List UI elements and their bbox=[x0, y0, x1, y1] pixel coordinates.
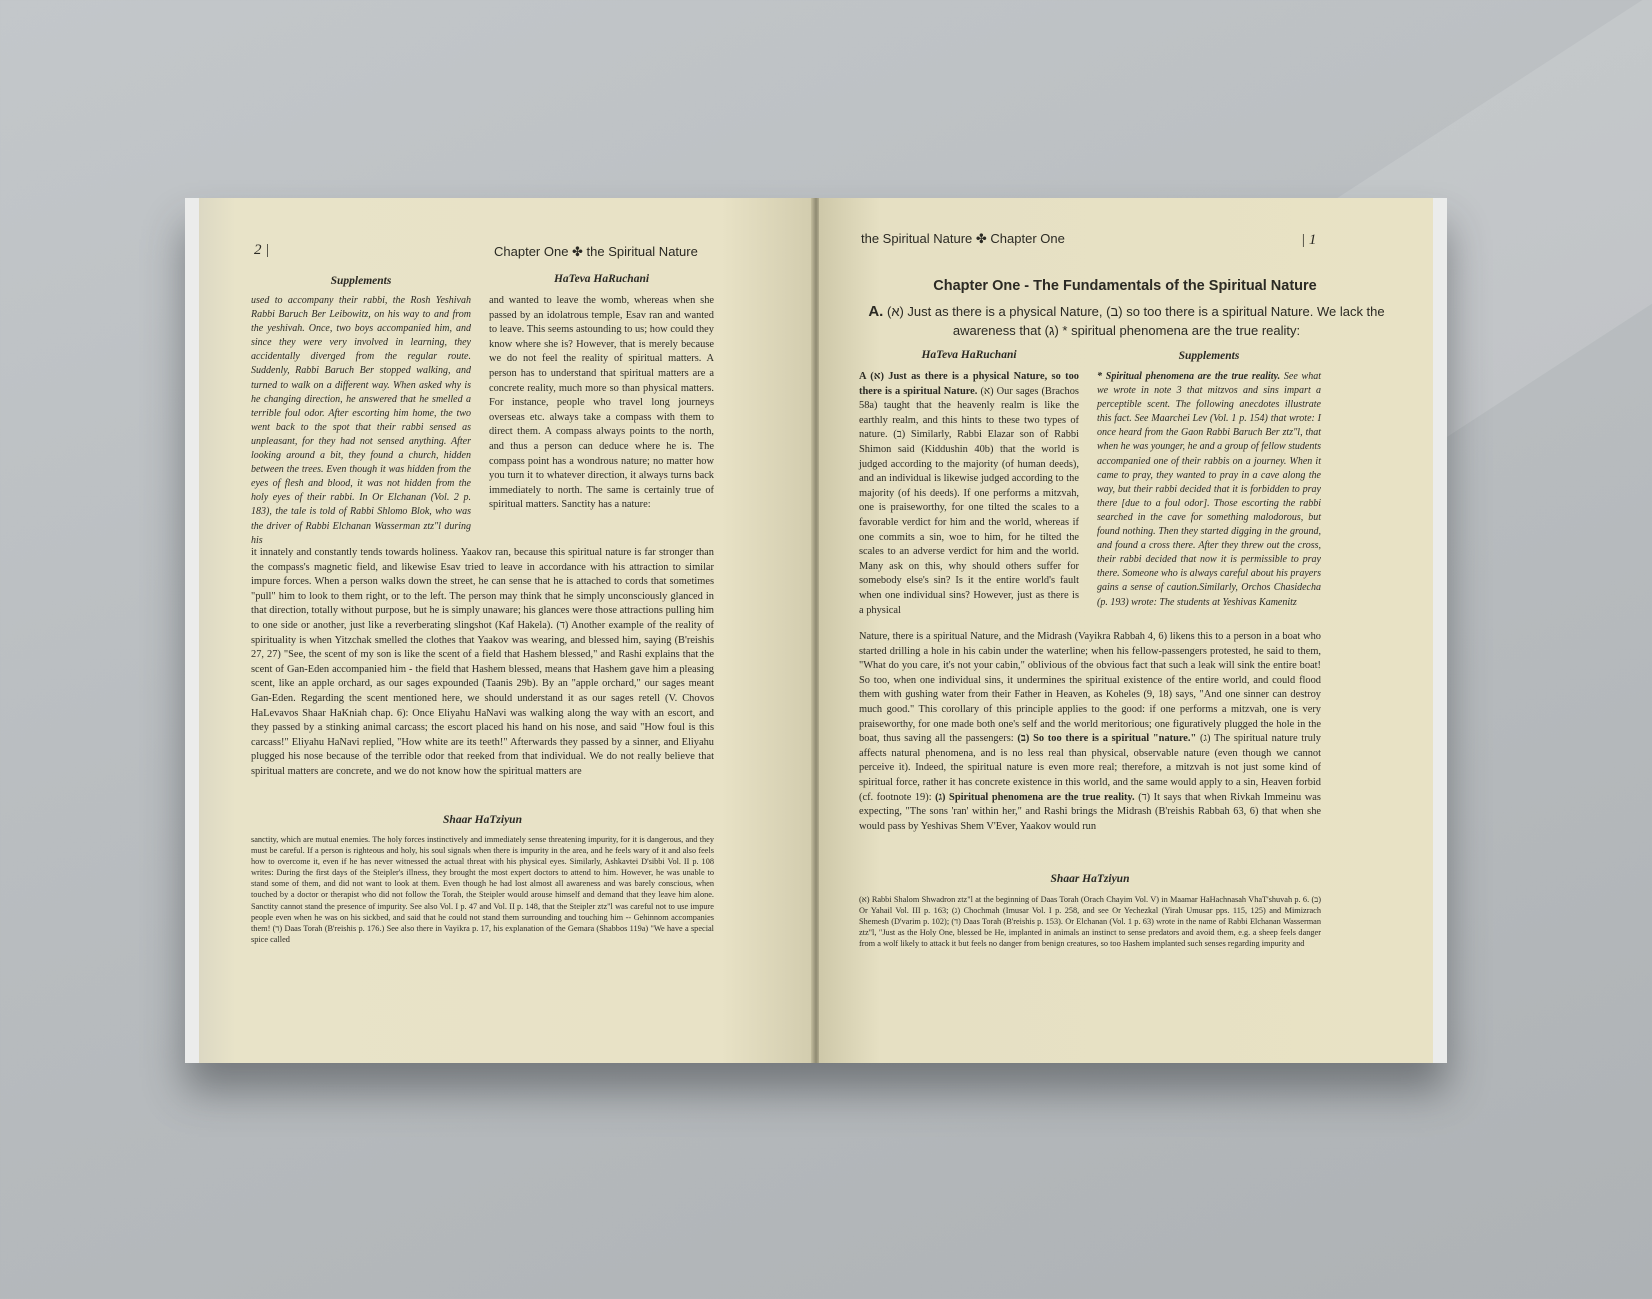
body-bold-right-2: (ג) Spiritual phenomena are the true reality. bbox=[935, 791, 1135, 803]
body-bold-right-1: (ב) So too there is a spiritual "nature." bbox=[1017, 733, 1197, 745]
running-head-left: Chapter One ✤ the Spiritual Nature bbox=[494, 244, 698, 259]
supplements-column-right bbox=[1097, 370, 1321, 610]
body-text-left: it innately and constantly tends towards holiness. Yaakov ran, because this spiritual nature is far stronger than the compass's magnetic field, and likewise Esav tried to leave in accordance with his attraction to similar impure forces. When a person walks down the street, he can sense that he is attached to cords that sometimes "pull" him to look to them right, or to the left. The person may think that he simply unconsciously glanced in that direction, totally without purpose, but he is simply unaware; his glances were those attractions pulling him to one side or another, just like a reverberating slingshot (Kaf Hakela). (ד) Another example of the reality of spirituality is when Yitzchak smelled the clothes that Yaakov was wearing, and blessed him, saying (B'reishis 27, 27) "See, the scent of my son is like the scent of a field that Hashem blessed," and Rashi explains that the scent of Gan-Eden accompanied him - the field that Hashem blessed, means that Hashem gave him a pleasing scent, like an apple orchard, as our sages expounded (Taanis 29b). By an "apple orchard," our sages meant Gan-Eden. Regarding the scent mentioned here, we should understand it as our sages retell (V. Chovos HaLevavos Shaar HaKniah chap. 6): Once Eliyahu HaNavi was walking along the way with an escort, and they passed by a stinking animal carcass; the escort placed his hand on his nose, and said "How foul is this carcass!" Eliyahu HaNavi replied, "How white are its teeth!" Afterwards they passed by a sinner, and Eliyahu plugged his nose because of the terrible odor that reeked from that individual. We do not really believe that spiritual matters are concrete, and we do not know how the spiritual matters are bbox=[251, 547, 714, 777]
chapter-intro bbox=[859, 302, 1394, 340]
intro-label: A. bbox=[868, 303, 884, 320]
intro-text: (א) Just as there is a physical Nature, (ב) so too there is a spiritual Nature. We lack the awareness that (ג) * spiritual phenomena are the true reality: bbox=[886, 304, 1385, 338]
supplements-column-left: used to accompany their rabbi, the Rosh Yeshivah Rabbi Baruch Ber Leibowitz, on his way to and from the yeshivah. Once, two boys accompanied him, and since they were very involved in learning, they accidentally diverged from the regular route. Suddenly, Rabbi Baruch Ber stopped walking, and turned to walk on a different way. When asked why is he changing direction, he answered that he smelled a terrible foul odor. After escorting him home, the two went back to the spot that their rabbi sensed as unpleasant, for they had not sensed anything. After looking around a bit, they found a church, hidden between the trees. Even though it was hidden from the eyes of flesh and blood, it was not hidden from the holy eyes of their rabbi. In Or Elchanan (Vol. 2 p. 183), the tale is told of Rabbi Shlomo Blok, who was the driver of Rabbi Elchanan Wasserman ztz"l during his bbox=[251, 295, 471, 546]
supplements-lead-right: * Spiritual phenomena are the true reality. bbox=[1097, 371, 1281, 382]
body-text-right-3: (ד) It says that when Rivkah Immeinu was expecting, "The sons 'ran' within her," and Rashi brings the Midrash (B'reishis Rabbah 63, 6) that when she would pass by Yeshivas Shem V'Ever, Yaakov would run bbox=[859, 791, 1321, 832]
hateva-lead-right: A (א) Just as there is a physical Nature, so too there is a spiritual Nature. bbox=[859, 371, 1079, 397]
shaar-text-right: (א) Rabbi Shalom Shwadron ztz"l at the beginning of Daas Torah (Orach Chayim Vol. V) in Maamar HaHachnasah VhaT'shuvah p. 6. (ב) Or Yahail Vol. III p. 163; (ג) Chochmah (Imusar Vol. I p. 258, and see Or Yechezkal (Yirah Umusar pps. 115, 125) and Mimizrach Shemesh (D'varim p. 102); (ד) Daas Torah (B'reishis p. 153). Or Elchanan (Vol. 1 p. 63) wrote in the name of Rabbi Elchanan Wasserman ztz"l, "Just as the Holy One, blessed be He, implanted in animals an instinct to sense predators and avoid them, e.g. a sheep feels danger from a wolf likely to attack it but feels no danger from benign creatures, so too Hashem implanted such senses regarding impurity and bbox=[859, 895, 1321, 949]
hateva-column-left: and wanted to leave the womb, whereas when she passed by an idolatrous temple, Esav ran and wanted to leave. This seems astounding to us; how could they know where she is? However, that is merely because we do not feel the reality of spiritual matters. A person has to understand that spiritual matters are a concrete reality, much more so than physical matters. For instance, people who travel long journeys overseas etc. always take a compass with them to direct them. A compass always points to the north, and thus a person can deduce where he is. The compass point has a wondrous nature; no matter how you turn it to whatever direction, it always turns back immediately to north. The same is certainly true of spiritual matters. Sanctity has a nature: bbox=[489, 295, 714, 511]
right-page bbox=[819, 198, 1447, 1063]
hateva-column-right bbox=[859, 370, 1079, 618]
page-number-right: | 1 bbox=[1301, 232, 1317, 248]
supplements-text-right: See what we wrote in note 3 that mitzvos and sins impart a perceptible scent. The following anecdotes illustrate this fact. See Maarchei Lev (Vol. 1 p. 154) that wrote: I once heard from the Gaon Rabbi Baruch Ber ztz"l, that when he was younger, he and a group of fellow students accompanied one of their rabbis on a journey. When it came to pray, they wanted to pray in a cave along the way, but their rabbi decided that it is forbidden to pray there [due to a foul odor]. Those escorting the rabbi searched in the cave for something malodorous, but found nothing. Then they started digging in the ground, and found a cross there. After they threw out the cross, their rabbi decided that now it is permissible to pray there. Someone who is always careful about his prayers gains a sense of caution.Similarly, Orchos Chasidecha (p. 193) wrote: The students at Yeshivas Kamenitz bbox=[1097, 371, 1322, 608]
chapter-title: Chapter One - The Fundamentals of the Spiritual Nature bbox=[933, 278, 1317, 294]
body-text-right bbox=[859, 630, 1321, 834]
page-number-left: 2 | bbox=[254, 242, 270, 258]
body-text-right-2: (ג) The spiritual nature truly affects natural phenomena, and is no less real than physical, observable nature (even though we cannot perceive it). Indeed, the spiritual nature is even more real; therefore, a mitzvah is not just some kind of spiritual force, rather it has concrete existence in this world, and the same would apply to a sin, Heaven forbid (cf. footnote 19): bbox=[859, 733, 1321, 803]
supplements-heading-left: Supplements bbox=[330, 275, 392, 287]
open-book bbox=[185, 198, 1447, 1063]
hateva-heading-right: HaTeva HaRuchani bbox=[921, 349, 1017, 361]
hateva-heading-left: HaTeva HaRuchani bbox=[553, 273, 650, 285]
left-page bbox=[185, 198, 813, 1063]
hateva-text-right: (א) Our sages (Brachos 58a) taught that the heavenly realm is like the earthly realm, and this hints to these two types of nature. (ב) Similarly, Rabbi Elazar son of Rabbi Shimon said (Kiddushin 40b) that the world is judged according to the majority (of human deeds), and an individual is likewise judged according to the majority (of his deeds). If one performs a mitzvah, one is praiseworthy, for one tilted the scales to a favorable verdict for him and the world, whereas if one commits a sin, woe to him, for he tilted the scales to an adverse verdict for him and the world. Many ask on this, why should others suffer for somebody else's sin? Is it the entire world's fault when one individual sins? However, just as there is a physical bbox=[859, 385, 1079, 616]
shaar-heading-left: Shaar HaTziyun bbox=[443, 814, 522, 826]
shaar-heading-right: Shaar HaTziyun bbox=[1050, 873, 1130, 885]
running-head-right: the Spiritual Nature ✤ Chapter One bbox=[861, 231, 1065, 246]
body-text-right-1: Nature, there is a spiritual Nature, and the Midrash (Vayikra Rabbah 4, 6) likens this to a person in a boat who started drilling a hole in his cabin under the waterline; when his fellow-passengers protested, he said to them, "What do you care, it's not your cabin," oblivious of the obvious fact that such a leak will sink the entire boat! So too, when one individual sins, it undermines the spiritual existence of the entire world, and could flood them with gushing water from their Father in Heaven, as Koheles (9, 18) says, "And one sinner can destroy much good." This corollary of this principle applies to the good: if one performs a mitzvah, one is very praiseworthy, for one made both one's self and the world meritorious; one figuratively plugged the hole in the boat, thus saving all the passengers: bbox=[859, 631, 1321, 745]
shaar-text-left: sanctity, which are mutual enemies. The holy forces instinctively and immediately sense threatening impurity, for it is dangerous, and they must be careful. If a person is righteous and holy, his soul signals when there is impurity in the area, and he feels wary of it and also feels how to overcome it, even if he has never witnessed the actual threat with his physical eyes. Similarly, Ashkavtei D'sibbi Vol. II p. 108 writes: During the first days of the Steipler's illness, they brought the most expert doctors to attend to him. However, he was unable to stand some of them, and did not want to look at them. Even though he had lost almost all awareness and was barely conscious, when touched by a doctor or therapist who did not follow the Torah, the Steipler would arouse himself and demand that they leave him alone. Sanctity cannot stand the presence of impurity. See also Vol. I p. 47 and Vol. II p. 148, that the Steipler ztz"l was careful not to use impure people even when he was on his sickbed, and said that he could not stand them surrounding and touching him -- Gehinnom accompanies them! (ד) Daas Torah (B'reishis p. 176.) See also there in Vayikra p. 17, his explanation of the Gemara (Shabbos 119a) "We have a special spice called bbox=[251, 835, 714, 944]
supplements-heading-right: Supplements bbox=[1178, 350, 1240, 362]
